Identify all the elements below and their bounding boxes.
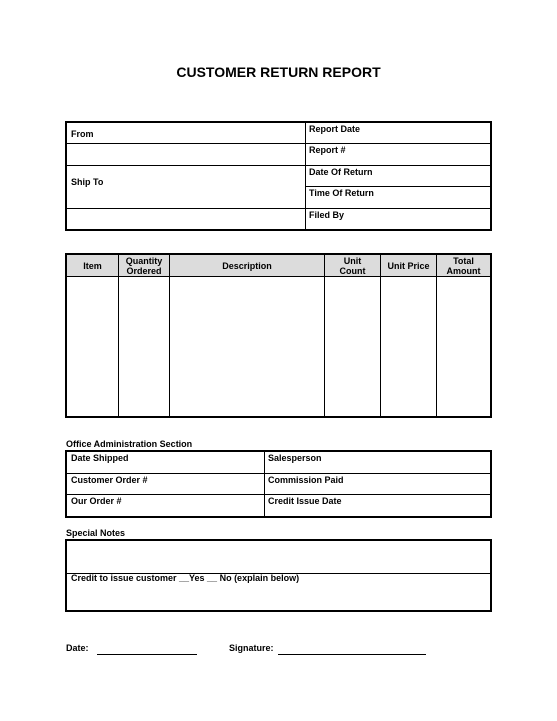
items-table-body[interactable]	[67, 277, 490, 416]
date-label: Date:	[66, 643, 89, 653]
salesperson-field[interactable]	[332, 452, 487, 472]
office-section-title: Office Administration Section	[66, 439, 193, 449]
report-date-label: Report Date	[309, 124, 361, 134]
header-info-box	[65, 121, 492, 231]
from-field[interactable]	[107, 123, 303, 143]
column-header-quantity-ordered: Quantity Ordered	[125, 255, 163, 276]
credit-issue-date-label: Credit Issue Date	[268, 496, 342, 506]
report-number-field[interactable]	[377, 144, 487, 164]
column-header-description: Description	[222, 260, 272, 271]
customer-order-label: Customer Order #	[71, 475, 148, 485]
time-of-return-field[interactable]	[387, 187, 487, 207]
date-line[interactable]	[97, 654, 197, 655]
credit-to-issue-label: Credit to issue customer __Yes __ No (explain below)	[71, 573, 300, 583]
filed-by-field[interactable]	[367, 209, 487, 229]
special-notes-box	[65, 539, 492, 612]
column-header-total-amount: Total Amount	[446, 255, 481, 276]
customer-order-field[interactable]	[157, 474, 262, 493]
our-order-field[interactable]	[132, 495, 262, 515]
credit-explanation-field[interactable]	[67, 586, 490, 610]
page-title: CUSTOMER RETURN REPORT	[176, 64, 381, 80]
credit-issue-date-field[interactable]	[352, 495, 487, 515]
column-header-unit-price: Unit Price	[387, 260, 430, 271]
commission-paid-field[interactable]	[352, 474, 487, 493]
report-date-field[interactable]	[377, 123, 487, 143]
signature-label: Signature:	[229, 643, 274, 653]
column-header-item: Item	[83, 260, 102, 271]
office-admin-box	[65, 450, 492, 518]
date-shipped-label: Date Shipped	[71, 453, 129, 463]
ship-to-label: Ship To	[71, 177, 104, 187]
from-label: From	[71, 129, 94, 139]
special-notes-title: Special Notes	[66, 528, 126, 538]
ship-to-field[interactable]	[117, 166, 303, 208]
date-shipped-field[interactable]	[137, 452, 262, 472]
items-table	[65, 253, 492, 418]
salesperson-label: Salesperson	[268, 453, 322, 463]
date-of-return-field[interactable]	[387, 166, 487, 186]
special-notes-field[interactable]	[67, 541, 490, 573]
time-of-return-label: Time Of Return	[309, 188, 374, 198]
filed-by-label: Filed By	[309, 210, 345, 220]
date-of-return-label: Date Of Return	[309, 167, 373, 177]
commission-paid-label: Commission Paid	[268, 475, 344, 485]
our-order-label: Our Order #	[71, 496, 122, 506]
column-header-unit-count: Unit Count	[339, 255, 366, 276]
report-number-label: Report #	[309, 145, 346, 155]
signature-line[interactable]	[278, 654, 426, 655]
